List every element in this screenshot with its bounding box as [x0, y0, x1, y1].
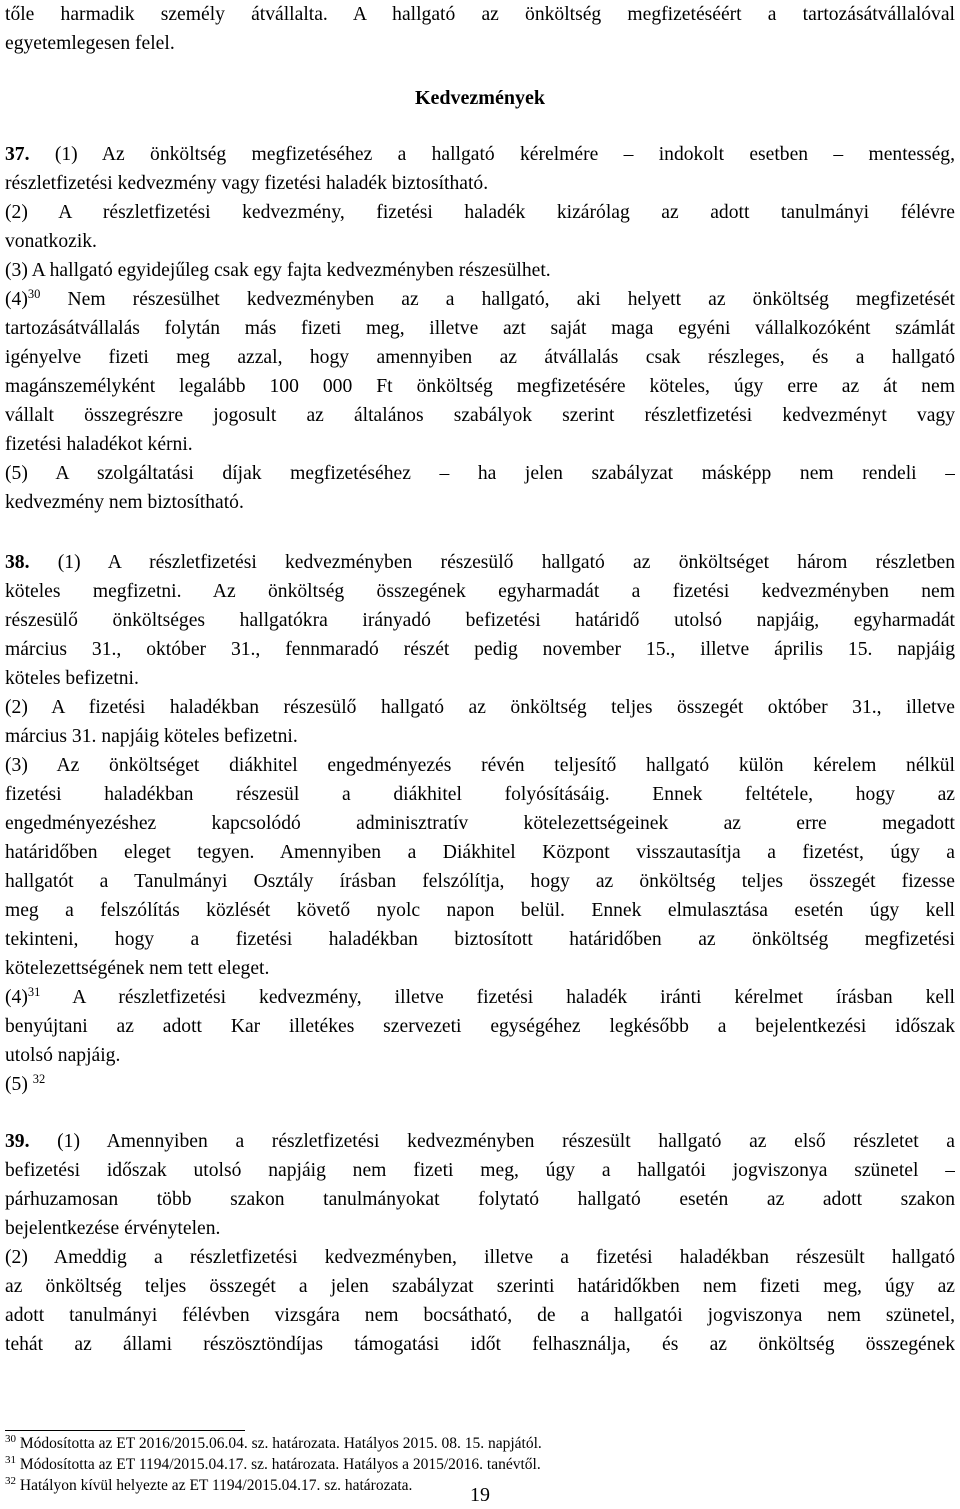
text-line: (2) Ameddig a részletfizetési kedvezményben, illetve a fizetési haladékban részesült hallgató	[5, 1247, 955, 1268]
section-number: 39.	[5, 1131, 30, 1152]
footnote-ref: 31	[27, 985, 41, 1000]
text-line: köteles befizetni.	[5, 668, 139, 689]
text-line: március 31., október 31., fennmaradó részét pedig november 15., illetve április 15. napjáig	[5, 639, 955, 660]
text-line: utolsó napjáig.	[5, 1045, 121, 1066]
text-line: tekinteni, hogy a fizetési haladékban biztosított határidőben az önköltség megfizetési	[5, 929, 955, 950]
text-line: engedményezéshez kapcsolódó adminisztratív kötelezettségeinek az erre megadott	[5, 813, 955, 834]
text-line: egyetemlegesen felel.	[5, 33, 175, 54]
text-line: igényelve fizeti meg azzal, hogy amennyiben az átvállalás csak részleges, és a hallgató	[5, 347, 955, 368]
text-line: részletfizetési kedvezmény vagy fizetési haladék biztosítható.	[5, 173, 489, 194]
text-line: benyújtani az adott Kar illetékes szervezeti egységéhez legkésőbb a bejelentkezési időszak	[5, 1016, 955, 1037]
footnote-number: 31	[5, 1453, 16, 1466]
text-line: bejelentkezése érvénytelen.	[5, 1218, 221, 1239]
paragraph-text: (1) A részletfizetési kedvezményben részesülő hallgató az önköltséget három részletben	[29, 552, 955, 573]
text-line: köteles megfizetni. Az önköltség összegének egyharmadát a fizetési kedvezményben nem	[5, 581, 955, 602]
footnote-ref: 32	[32, 1072, 46, 1087]
text-line	[5, 140, 955, 169]
text-line: magánszemélyként legalább 100 000 Ft önköltség megfizetésére köteles, úgy erre az át nem	[5, 376, 955, 397]
text-line: párhuzamosan több szakon tanulmányokat folytató hallgató esetén az adott szakon	[5, 1189, 955, 1210]
footnote-text: Módosította az ET 2016/2015.06.04. sz. határozata. Hatályos 2015. 08. 15. napjától.	[16, 1435, 542, 1452]
text-line: (3) A hallgató egyidejűleg csak egy fajta kedvezményben részesülhet.	[5, 260, 551, 281]
footnote-text: Hatályon kívül helyezte az ET 1194/2015.04.17. sz. határozata.	[16, 1477, 413, 1494]
text-line: kedvezmény nem biztosítható.	[5, 492, 244, 513]
text-line	[5, 1070, 955, 1099]
section-37	[5, 140, 955, 517]
paragraph-text: (1) Az önköltség megfizetéséhez a hallgató kérelmére – indokolt esetben – mentesség,	[54, 144, 955, 165]
text-line: hallgatót a Tanulmányi Osztály írásban felszólítja, hogy az önköltség teljes összegét fizesse	[5, 871, 955, 892]
paragraph-label: (4)	[5, 289, 28, 310]
section-number: 38.	[5, 552, 30, 573]
text-line: határidőben eleget tegyen. Amennyiben a Diákhitel Központ visszautasítja a fizetést, úgy a	[5, 842, 955, 863]
page-number: 19	[470, 1484, 490, 1506]
paragraph-text: A részletfizetési kedvezmény, illetve fizetési haladék iránti kérelmet írásban kell	[40, 987, 955, 1008]
text-line	[5, 1127, 955, 1156]
footnote-number: 32	[5, 1474, 16, 1487]
paragraph-label: (4)	[5, 987, 28, 1008]
paragraph-text: Nem részesülhet kedvezményben az a hallgató, aki helyett az önköltség megfizetését	[40, 289, 955, 310]
footnote-separator	[5, 1430, 245, 1431]
text-line: vállalt összegrészre jogosult az általános szabályok szerint részletfizetési kedvezményt vagy	[5, 405, 955, 426]
footnote-number: 30	[5, 1432, 16, 1445]
text-line: tőle harmadik személy átvállalta. A hallgató az önköltség megfizetéséért a tartozásátvállalóval	[5, 4, 955, 25]
paragraph-label: (5)	[5, 1074, 28, 1095]
text-line: (2) A fizetési haladékban részesülő hallgató az önköltség teljes összegét október 31., illetve	[5, 697, 955, 718]
text-line: kötelezettségének nem tett eleget.	[5, 958, 270, 979]
section-number: 37.	[5, 144, 30, 165]
text-line: (3) Az önköltséget diákhitel engedményezés révén teljesítő hallgató külön kérelem nélkül	[5, 755, 955, 776]
text-line: fizetési haladékban részesül a diákhitel folyósításáig. Ennek feltétele, hogy az	[5, 784, 955, 805]
footnote	[5, 1433, 955, 1454]
footnote-text: Módosította az ET 1194/2015.04.17. sz. határozata. Hatályos a 2015/2016. tanévtől.	[16, 1456, 541, 1473]
text-line: vonatkozik.	[5, 231, 97, 252]
section-heading: Kedvezmények	[415, 87, 545, 109]
text-line: adott tanulmányi félévben vizsgára nem bocsátható, de a hallgatói jogviszonya nem szünetel,	[5, 1305, 955, 1326]
text-line: befizetési időszak utolsó napjáig nem fizeti meg, úgy a hallgatói jogviszonya szünetel –	[5, 1160, 955, 1181]
text-line: az önköltség teljes összegét a jelen szabályzat szerinti határidőkben nem fizeti meg, úgy az	[5, 1276, 955, 1297]
section-38	[5, 548, 955, 1099]
footnote-ref: 30	[27, 287, 41, 302]
footnote	[5, 1454, 955, 1475]
continuation-paragraph	[5, 0, 955, 58]
text-line: (5) A szolgáltatási díjak megfizetéséhez – ha jelen szabályzat másképp nem rendeli –	[5, 463, 955, 484]
text-line	[5, 983, 955, 1012]
paragraph-text: (1) Amennyiben a részletfizetési kedvezményben részesült hallgató az első részletet a	[29, 1131, 955, 1152]
text-line: (2) A részletfizetési kedvezmény, fizetési haladék kizárólag az adott tanulmányi félévre	[5, 202, 955, 223]
text-line: tartozásátvállalás folytán más fizeti meg, illetve azt saját maga egyéni vállalkozóként számlát	[5, 318, 955, 339]
text-line	[5, 285, 955, 314]
text-line: részesülő önköltséges hallgatókra irányadó befizetési határidő utolsó napjáig, egyharmadát	[5, 610, 955, 631]
text-line: március 31. napjáig köteles befizetni.	[5, 726, 298, 747]
text-line: meg a felszólítás közlését követő nyolc napon belül. Ennek elmulasztása esetén úgy kell	[5, 900, 955, 921]
text-line: tehát az állami részösztöndíjas támogatási időt felhasználja, és az önköltség összegének	[5, 1334, 955, 1355]
text-line	[5, 548, 955, 577]
section-39	[5, 1127, 955, 1359]
text-line: fizetési haladékot kérni.	[5, 434, 193, 455]
